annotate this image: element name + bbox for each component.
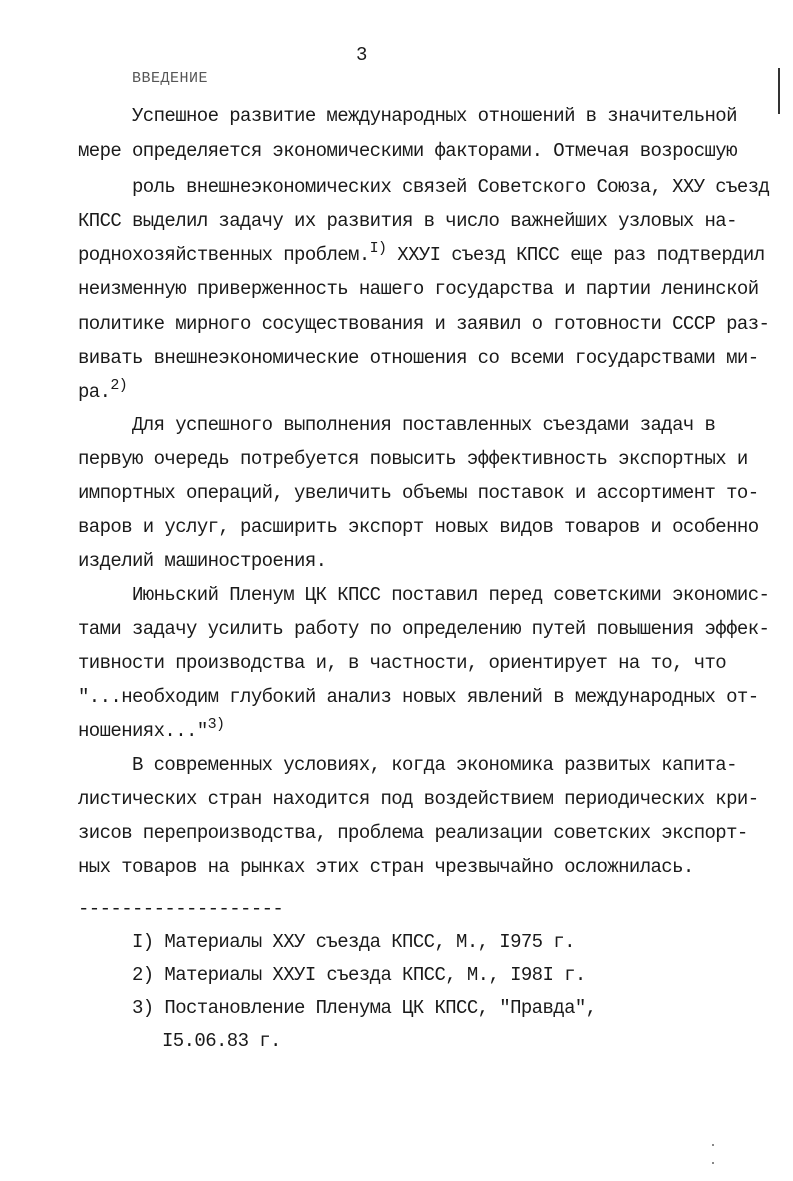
footnote-rule: ------------------- bbox=[78, 898, 284, 920]
text-span: ра. bbox=[78, 381, 111, 403]
text-line: листических стран находится под воздействием периодических кри- bbox=[78, 788, 759, 810]
footnote-item: I5.06.83 г. bbox=[162, 1030, 281, 1052]
text-line-with-footnote bbox=[78, 716, 225, 743]
footnote-item: 2) Материалы ХХУI съезда КПСС, М., I98I г. bbox=[132, 964, 586, 986]
text-line: первую очередь потребуется повысить эффективность экспортных и bbox=[78, 448, 748, 470]
scan-speck bbox=[712, 1144, 714, 1146]
text-line: тами задачу усилить работу по определению путей повышения эффек- bbox=[78, 618, 770, 640]
footnote-ref: 3) bbox=[207, 716, 225, 733]
text-line: неизменную приверженность нашего государства и партии ленинской bbox=[78, 278, 759, 300]
footnote-ref: 2) bbox=[110, 377, 128, 394]
text-line: Июньский Пленум ЦК КПСС поставил перед советскими экономис- bbox=[132, 584, 770, 606]
text-line: КПСС выделил задачу их развития в число важнейших узловых на- bbox=[78, 210, 737, 232]
text-line: тивности производства и, в частности, ориентирует на то, что bbox=[78, 652, 727, 674]
text-span: ношениях..." bbox=[78, 720, 208, 742]
text-span: роднохозяйственных проблем. bbox=[78, 244, 370, 266]
text-line: "...необходим глубокий анализ новых явлений в международных от- bbox=[78, 686, 759, 708]
text-line: ных товаров на рынках этих стран чрезвычайно осложнилась. bbox=[78, 856, 694, 878]
heading: ВВЕДЕНИЕ bbox=[132, 70, 209, 87]
edge-mark bbox=[778, 68, 780, 114]
text-line: политике мирного сосуществования и заявил о готовности СССР раз- bbox=[78, 313, 770, 335]
scan-speck bbox=[712, 1162, 714, 1164]
page-number: 3 bbox=[356, 44, 368, 66]
text-line: изделий машиностроения. bbox=[78, 550, 327, 572]
text-line: импортных операций, увеличить объемы поставок и ассортимент то- bbox=[78, 482, 759, 504]
text-line-with-footnote bbox=[78, 377, 128, 404]
text-line-with-footnote bbox=[78, 240, 765, 267]
text-line: Для успешного выполнения поставленных съездами задач в bbox=[132, 414, 716, 436]
text-line: зисов перепроизводства, проблема реализации советских экспорт- bbox=[78, 822, 748, 844]
text-span: ХХУI съезд КПСС еще раз подтвердил bbox=[386, 244, 765, 266]
text-line: варов и услуг, расширить экспорт новых видов товаров и особенно bbox=[78, 516, 759, 538]
text-line: мере определяется экономическими факторами. Отмечая возросшую bbox=[78, 140, 737, 162]
text-line: вивать внешнеэкономические отношения со всеми государствами ми- bbox=[78, 347, 759, 369]
footnote-item: 3) Постановление Пленума ЦК КПСС, "Правда", bbox=[132, 997, 597, 1019]
text-line: Успешное развитие международных отношений в значительной bbox=[132, 105, 737, 127]
text-line: роль внешнеэкономических связей Советского Союза, ХХУ съезд bbox=[132, 176, 770, 198]
footnote-item: I) Материалы ХХУ съезда КПСС, М., I975 г. bbox=[132, 931, 575, 953]
text-line: В современных условиях, когда экономика развитых капита- bbox=[132, 754, 737, 776]
footnote-ref: I) bbox=[369, 240, 387, 257]
